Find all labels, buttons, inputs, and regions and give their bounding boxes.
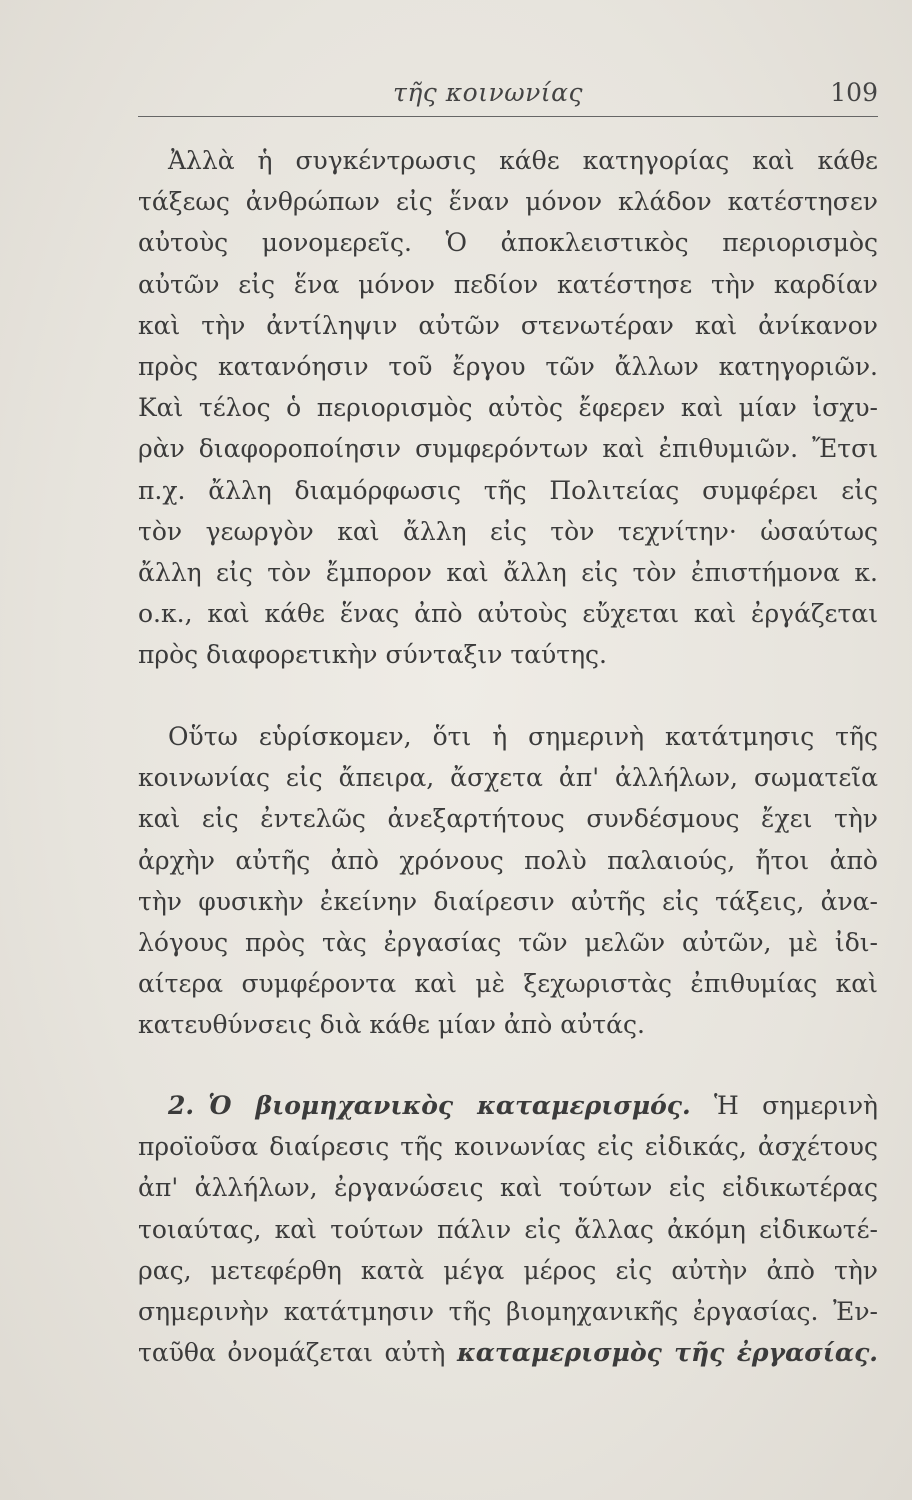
text-line: αὐτοὺς μονομερεῖς. Ὁ ἀποκλειστικὸς περιορισμὸς: [138, 228, 878, 258]
paragraph-2: [138, 716, 878, 1046]
paragraph-3: [138, 1085, 878, 1373]
text-line: ρας, μετεφέρθη κατὰ μέγα μέρος εἰς αὐτὴν ἀπὸ τὴν: [138, 1255, 878, 1285]
text-line: καὶ εἰς ἐντελῶς ἀνεξαρτήτους συνδέσμους ἔχει τὴν: [138, 804, 878, 834]
running-title: τῆς κοινωνίας: [393, 78, 583, 107]
text-line: πρὸς διαφορετικὴν σύνταξιν ταύτης.: [138, 640, 608, 670]
text-line: κοινωνίας εἰς ἄπειρα, ἄσχετα ἀπ' ἀλλήλων, σωματεῖα: [138, 763, 878, 793]
section-title: Ὁ βιομηχανικὸς καταμερισμός.: [208, 1091, 691, 1120]
text-line: προϊοῦσα διαίρεσις τῆς κοινωνίας εἰς εἰδικάς, ἀσχέτους: [138, 1132, 878, 1162]
text-line: ἀρχὴν αὐτῆς ἀπὸ χρόνους πολὺ παλαιούς, ἤτοι ἀπὸ: [138, 845, 878, 875]
text-line: τοιαύτας, καὶ τούτων πάλιν εἰς ἄλλας ἀκόμη εἰδικωτέ-: [138, 1214, 878, 1244]
section-first-line-text: Ἡ σημερινὴ: [714, 1091, 879, 1120]
text-line: κατευθύνσεις διὰ κάθε μίαν ἀπὸ αὐτάς.: [138, 1010, 645, 1040]
last-line-text: ταῦθα ὀνομάζεται αὐτὴ: [138, 1338, 446, 1368]
header-rule: [138, 116, 878, 117]
section-number: 2.: [168, 1091, 195, 1120]
running-head: [138, 72, 878, 122]
text-line: ἀπ' ἀλλήλων, ἐργανώσεις καὶ τούτων εἰς εἰδικωτέρας: [138, 1173, 878, 1203]
emphasized-term: καταμερισμὸς τῆς ἐργασίας.: [456, 1338, 878, 1368]
text-line: Οὕτω εὑρίσκομεν, ὅτι ἡ σημερινὴ κατάτμησις τῆς: [168, 722, 878, 751]
section-heading-line: [138, 1085, 878, 1126]
text-line: πρὸς κατανόησιν τοῦ ἔργου τῶν ἄλλων κατηγοριῶν.: [138, 351, 878, 381]
paragraph-1: [138, 140, 878, 675]
text-line: αὐτῶν εἰς ἕνα μόνον πεδίον κατέστησε τὴν καρδίαν: [138, 269, 878, 299]
text-line: ἄλλη εἰς τὸν ἔμπορον καὶ ἄλλη εἰς τὸν ἐπιστήμονα κ.: [138, 557, 878, 587]
text-line: αίτερα συμφέροντα καὶ μὲ ξεχωριστὰς ἐπιθυμίας καὶ: [138, 969, 878, 999]
text-line: σημερινὴν κατάτμησιν τῆς βιομηχανικῆς ἐργασίας. Ἐν-: [138, 1296, 878, 1326]
text-line: π.χ. ἄλλη διαμόρφωσις τῆς Πολιτείας συμφέρει εἰς: [138, 475, 878, 505]
text-line: ο.κ., καὶ κάθε ἕνας ἀπὸ αὐτοὺς εὔχεται καὶ ἐργάζεται: [138, 599, 878, 629]
text-line: ρὰν διαφοροποίησιν συμφερόντων καὶ ἐπιθυμιῶν. Ἔτσι: [138, 434, 878, 464]
text-line: τὸν γεωργὸν καὶ ἄλλη εἰς τὸν τεχνίτην· ὡσαύτως: [138, 516, 878, 546]
text-line: καὶ τὴν ἀντίληψιν αὐτῶν στενωτέραν καὶ ἀνίκανον: [138, 310, 878, 340]
text-line: τάξεως ἀνθρώπων εἰς ἕναν μόνον κλάδον κατέστησεν: [138, 187, 878, 217]
text-line-last: [138, 1332, 878, 1373]
text-line: τὴν φυσικὴν ἐκείνην διαίρεσιν αὐτῆς εἰς τάξεις, ἀνα-: [138, 886, 878, 916]
text-line: Ἀλλὰ ἡ συγκέντρωσις κάθε κατηγορίας καὶ κάθε: [168, 146, 878, 175]
text-line: λόγους πρὸς τὰς ἐργασίας τῶν μελῶν αὐτῶν, μὲ ἰδι-: [138, 927, 878, 957]
text-line: Καὶ τέλος ὁ περιορισμὸς αὐτὸς ἔφερεν καὶ μίαν ἰσχυ-: [138, 393, 878, 423]
page-number: 109: [830, 78, 878, 107]
